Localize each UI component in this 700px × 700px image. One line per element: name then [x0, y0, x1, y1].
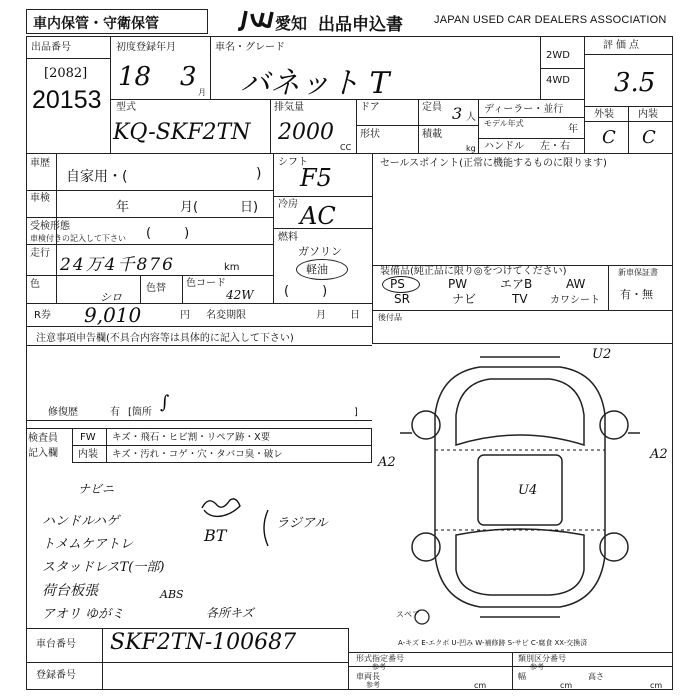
equipment-label: 装備品(純正品に限り◎をつけてください) — [380, 266, 567, 277]
shift-value: F5 — [300, 164, 332, 192]
warranty-options: 有・無 — [620, 288, 653, 301]
aftermarket-label: 後付品 — [378, 313, 402, 322]
reg-no-label: 登録番号 — [36, 670, 76, 681]
drive-2wd: 2WD — [546, 50, 570, 61]
association-logo-icon — [238, 8, 274, 36]
length-ref-label: 参考 — [366, 681, 380, 689]
interior-grade: C — [642, 127, 656, 148]
spare-label: スペア — [396, 610, 420, 619]
inspection-day: 日) — [240, 200, 259, 215]
yen-unit: 円 — [180, 310, 190, 321]
displacement-value: 2000 — [278, 120, 334, 145]
nc-day: 日 — [350, 310, 360, 321]
capacity-label: 定員 — [422, 102, 442, 113]
category-label: 類別区分番号 — [518, 654, 566, 663]
form-ref-label: 参考 — [372, 663, 386, 671]
inspection-year: 年 — [116, 200, 130, 215]
fw-items: キズ・飛石・ヒビ割・リペア跡・X要 — [112, 432, 271, 443]
mileage-value: 24万4千876 — [60, 255, 175, 275]
lot-label: 出品番号 — [31, 42, 71, 53]
month-unit: 月 — [198, 88, 206, 97]
length-cm: cm — [474, 681, 487, 690]
lot-number: 20153 — [32, 86, 102, 114]
recycle-label: R券 — [34, 310, 51, 321]
interior-label: 内装 — [638, 109, 658, 120]
repair-place: [箇所 — [128, 407, 152, 418]
shift-label: シフト — [278, 157, 308, 168]
km-unit: km — [224, 262, 240, 273]
abs-text: ABS — [160, 588, 184, 601]
storage-label: 車内保管・守衛保管 — [33, 16, 159, 32]
storage-label-box — [26, 9, 208, 34]
color-code-label: 色コード — [186, 278, 226, 289]
receive-paren: ( ) — [146, 226, 190, 241]
history-close: ) — [256, 166, 262, 182]
damage-mark-top: U2 — [592, 347, 612, 362]
note-line-6: アオリ ゆがミ — [42, 607, 125, 622]
exterior-label: 外装 — [594, 109, 614, 120]
logo-text: 愛知 — [275, 14, 308, 33]
height-cm: cm — [650, 681, 663, 690]
form-label: 形式指定番号 — [356, 654, 404, 663]
association-name: JAPAN USED CAR DEALERS ASSOCIATION — [434, 14, 667, 26]
handle-options: 左・右 — [540, 141, 570, 152]
warranty-label: 新車保証書 — [618, 268, 658, 277]
model-value: KQ-SKF2TN — [113, 120, 251, 145]
bracket-mark-icon — [258, 508, 272, 552]
recycle-value: 9,010 — [84, 303, 142, 327]
fuel-gas: ガソリン — [298, 245, 342, 258]
repair-close: ] — [354, 407, 358, 418]
history-label: 車歴 — [30, 158, 50, 169]
damage-legend: A-キズ E-エクボ U-凹み W-補修跡 S-サビ C-腐食 XX-交換済 — [398, 639, 588, 647]
displacement-label: 排気量 — [274, 102, 304, 113]
color-label: 色 — [30, 279, 40, 290]
inspection-label: 車検 — [30, 193, 50, 204]
year-unit: 年 — [568, 124, 578, 135]
form-title: 出品申込書 — [318, 15, 403, 35]
equip-leather: カワシート — [550, 295, 600, 306]
repair-label: 修復歴 — [48, 407, 78, 418]
mileage-label: 走行 — [30, 248, 50, 259]
handle-label: ハンドル — [484, 141, 524, 152]
interior-inspect-label: 内装 — [78, 449, 98, 460]
category-ref-label: 参考 — [530, 663, 544, 671]
nc-month: 月 — [316, 310, 326, 321]
notes-label: 注意事項申告欄(不具合内容等は具体的に記入して下さい) — [36, 333, 294, 344]
width-label: 幅 — [518, 672, 526, 681]
exterior-grade: C — [602, 127, 616, 148]
receive-label: 受検形態 — [30, 221, 70, 232]
damage-mark-left: A2 — [378, 455, 396, 470]
height-label: 高さ — [588, 672, 604, 681]
equipment-grid — [378, 278, 606, 308]
dealer-label: ディーラー・並行 — [484, 104, 564, 115]
equip-ps: PS — [390, 277, 405, 291]
equip-airbag: エアB — [500, 277, 533, 291]
repair-scribble: ∫ — [160, 392, 170, 413]
door-label: ドア — [360, 102, 380, 113]
extra-note: ラジアル — [276, 516, 328, 531]
inspector-label-1: 検査員 — [28, 433, 58, 444]
ac-label: 冷房 — [278, 199, 298, 210]
repair-value: 有 — [110, 407, 120, 418]
reg-year: 18 — [118, 62, 152, 92]
note-line-3: トメムケアトレ — [42, 537, 133, 552]
receive-note: 車検付きの記入して下さい — [30, 234, 126, 243]
note-line-1: ナビニ — [78, 482, 115, 496]
capacity-unit: 人 — [466, 112, 476, 123]
model-label: 型式 — [116, 102, 136, 113]
car-name: バネット T — [240, 66, 390, 101]
width-cm: cm — [560, 681, 573, 690]
bt-text: BT — [204, 526, 227, 545]
color-swatch-label: 色替 — [146, 283, 166, 294]
fuel-paren: ( ) — [284, 284, 328, 299]
reg-month: 3 — [180, 62, 197, 92]
inspector-label-2: 記入欄 — [28, 448, 58, 459]
reg-date-label: 初度登録年月 — [116, 42, 176, 53]
capacity-value: 3 — [452, 104, 463, 123]
cc-unit: CC — [340, 143, 352, 152]
fw-label: FW — [80, 432, 96, 443]
model-year-label: モデル年式 — [484, 119, 524, 128]
equip-navi: ナビ — [452, 292, 477, 306]
navi-sketch-icon — [200, 494, 244, 524]
color-value: シロ — [100, 291, 122, 304]
chassis-label: 車台番号 — [36, 639, 76, 650]
fuel-label: 燃料 — [278, 232, 298, 243]
lot-bracket: [2082] — [44, 66, 88, 81]
inspection-month: 月( — [180, 200, 199, 215]
equip-pw: PW — [448, 277, 468, 291]
selling-label: セールスポイント(正常に機能するものに限ります) — [380, 158, 607, 169]
note-line-5: 荷台板張 — [42, 583, 98, 599]
note-line-4: スタッドレスT(一部) — [42, 560, 165, 575]
damage-mark-center: U4 — [518, 483, 538, 498]
fuel-diesel: 軽油 — [306, 263, 328, 276]
history-value: 自家用・( — [66, 169, 128, 185]
chassis-value: SKF2TN-100687 — [110, 630, 297, 655]
note-line-2: ハンドルハゲ — [42, 514, 120, 529]
score-label: 評価点 — [603, 40, 642, 51]
car-name-label: 車名・グレード — [215, 42, 285, 53]
scratch-note: 各所キズ — [206, 606, 254, 620]
load-label: 積載 — [422, 129, 442, 140]
name-change-label: 名変期限 — [206, 310, 246, 321]
kg-unit: kg — [466, 144, 476, 153]
damage-mark-right: A2 — [650, 447, 668, 462]
equip-aw: AW — [566, 277, 586, 291]
score-value: 3.5 — [614, 68, 656, 98]
equip-sr: SR — [394, 292, 410, 306]
length-label: 車両長 — [356, 672, 380, 681]
equip-tv: TV — [512, 292, 528, 306]
ac-value: AC — [300, 202, 336, 230]
color-code: 42W — [226, 288, 254, 302]
shape-label: 形状 — [360, 129, 380, 140]
interior-items: キズ・汚れ・コゲ・穴・タバコ臭・破レ — [112, 449, 283, 460]
drive-4wd: 4WD — [546, 75, 570, 86]
